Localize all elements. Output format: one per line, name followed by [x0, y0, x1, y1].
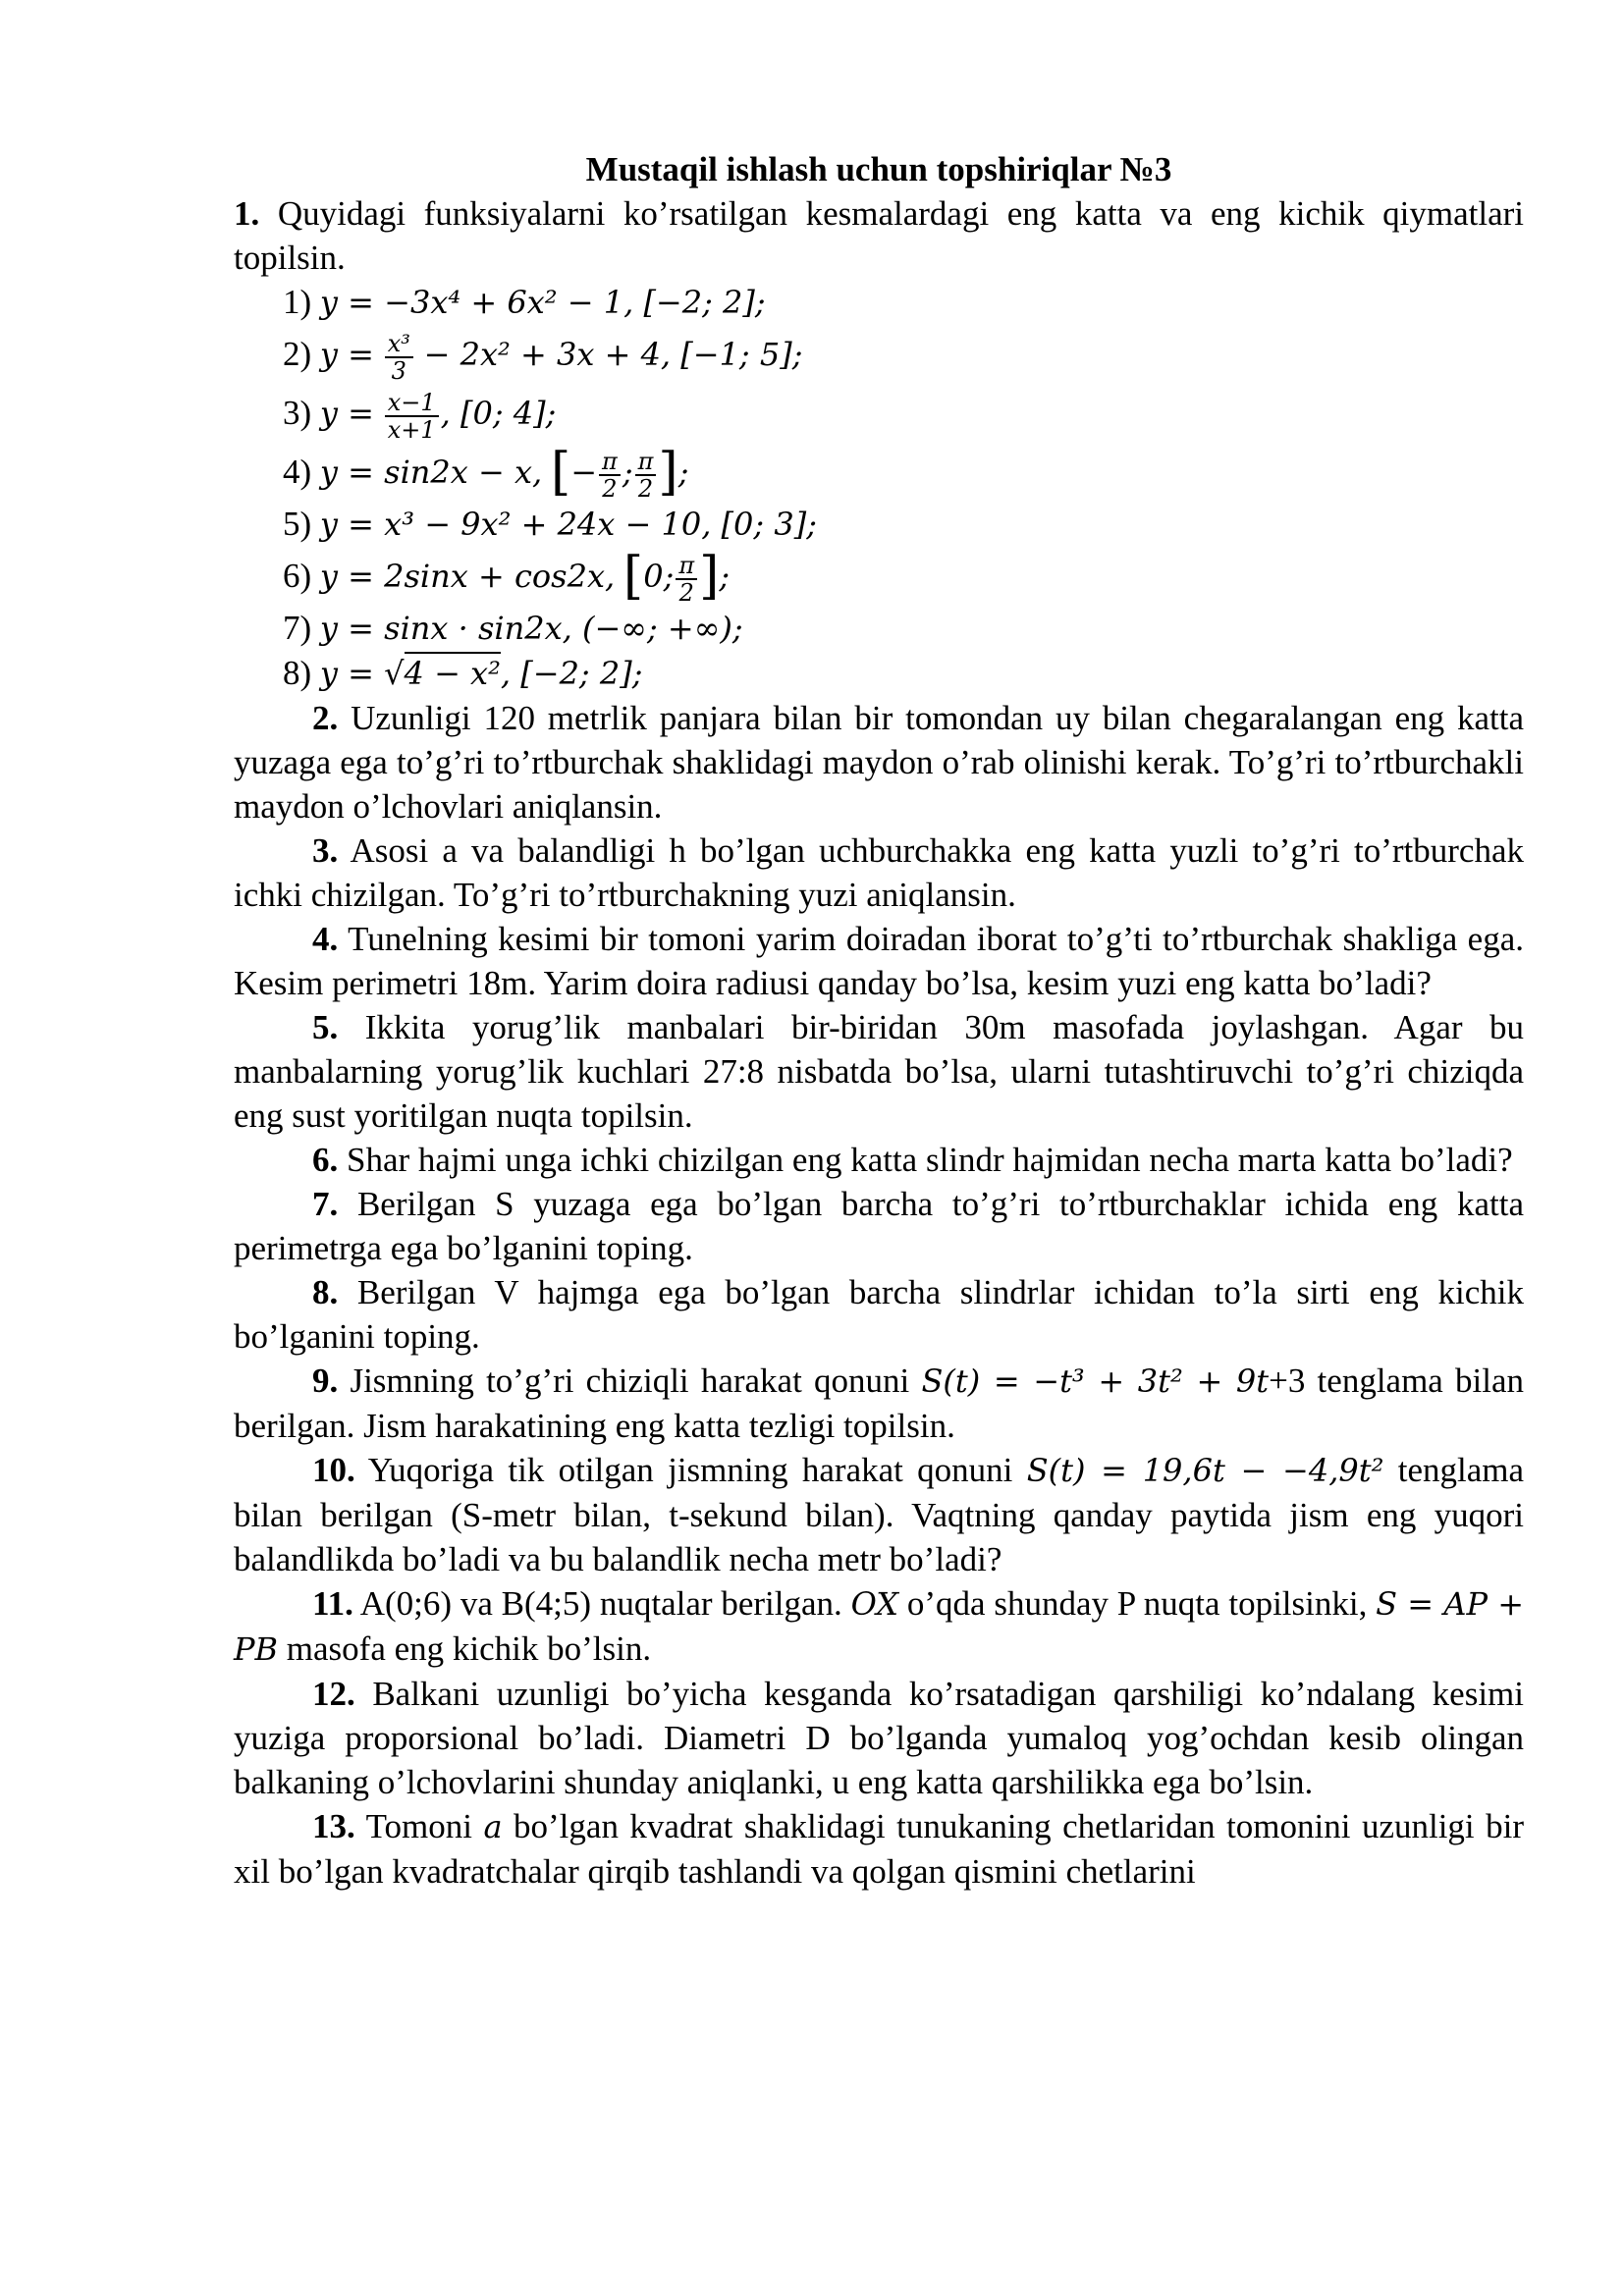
task-number: 9. — [312, 1362, 339, 1400]
fraction — [385, 390, 439, 443]
task-text: Balkani uzunligi bo’yicha kesganda ko’rsatadigan qarshiligi ko’ndalang kesimi yuziga proporsional bo’ladi. Diametri D bo’lganda yumaloq yog’ochdan kesib olingan balkaning o’lchovlarini shunday aniqlanki, u eng katta qarshilikka ega bo’lsin. — [234, 1675, 1525, 1801]
formula-item-2 — [234, 325, 1524, 384]
task-number: 5. — [312, 1008, 339, 1046]
item-label: 6) — [283, 557, 312, 595]
task-text: o’qda shunday P nuqta topilsinki, — [906, 1584, 1368, 1623]
formula: y = sinx · sin2x, (−∞; +∞); — [319, 610, 743, 647]
right-bracket: ] — [658, 443, 678, 502]
fraction-denominator: 2 — [678, 578, 694, 607]
formula-lhs: y = — [319, 395, 374, 432]
formula-item-5 — [234, 502, 1524, 547]
fraction — [385, 331, 413, 384]
task-4 — [234, 917, 1524, 1005]
fraction-numerator: π — [676, 553, 697, 580]
formula-item-6: 6) y = 2sinx + cos2x, [0; $\frac{\pi}{2}$ ]; — [283, 547, 731, 607]
formula-item-7 — [234, 606, 1524, 651]
task-text: Yuqoriga tik otilgan jismning harakat qonuni — [367, 1451, 1013, 1489]
formula-rest: , [0; 4]; — [440, 395, 557, 432]
item-label: 5) — [283, 505, 312, 543]
task-text: tenglama bilan berilgan (S-metr bilan, t-sekund bilan). Vaqtning qanday paytida jism eng yuqori balandlikda bo’ladi va bu balandlik necha metr bo’ladi? — [234, 1451, 1525, 1578]
fraction — [676, 553, 697, 606]
task-text: bo’lgan kvadrat shaklidagi tunukaning chetlaridan tomonini uzunligi bir xil bo’lgan kvadratchalar qirqib tashlandi va qolgan qismini chetlarini — [234, 1807, 1525, 1891]
fraction — [599, 449, 621, 502]
formula-rest: − 2x² + 3x + 4, [−1; 5]; — [423, 336, 803, 373]
task-number: 8. — [312, 1273, 339, 1311]
fraction-numerator: π — [635, 449, 657, 476]
item-label: 7) — [283, 609, 312, 647]
task-10 — [234, 1448, 1524, 1581]
task-number: 4. — [312, 920, 339, 958]
item-label: 2) — [283, 335, 312, 373]
document-page — [234, 147, 1524, 1894]
task-1 — [234, 191, 1524, 280]
task-number: 12. — [312, 1675, 355, 1713]
task-number: 7. — [312, 1185, 339, 1223]
task-text: Tomoni — [365, 1807, 472, 1845]
formula-item-3 — [234, 384, 1524, 443]
formula: S(t) = 19,6t − −4,9t² — [1026, 1452, 1384, 1489]
item-label: 3) — [283, 394, 312, 432]
task-3 — [234, 828, 1524, 917]
task-number: 3. — [312, 831, 339, 870]
formula-item-1 — [234, 280, 1524, 325]
task-text: +3 tenglama bilan berilgan. Jism harakatining eng katta tezligi topilsin. — [234, 1362, 1525, 1445]
formula: S(t) = −t³ + 3t² + 9t — [921, 1362, 1270, 1400]
task-13 — [234, 1804, 1524, 1894]
formula: S = AP + PB — [234, 1585, 1525, 1668]
fraction-numerator: x−1 — [385, 390, 439, 417]
page-title: Mustaqil ishlash uchun topshiriqlar №3 — [585, 150, 1172, 188]
task-number: 11. — [312, 1584, 353, 1623]
left-bracket: [ — [623, 547, 644, 606]
task-number: 1. — [234, 194, 260, 233]
task-5 — [234, 1005, 1524, 1138]
radicand: 4 − x² — [405, 652, 501, 692]
interval-start: 0; — [643, 558, 675, 595]
task-number: 10. — [312, 1451, 355, 1489]
task-text: Jismning to’g’ri chiziqli harakat qonuni — [350, 1362, 910, 1400]
task-text: Tunelning kesimi bir tomoni yarim doiradan iborat to’g’ti to’rtburchak shakliga ega. Kesim perimetri 18m. Yarim doira radiusi qanday bo’lsa, kesim yuzi eng katta bo’ladi? — [234, 920, 1524, 1002]
task-number: 6. — [312, 1141, 339, 1179]
item-label: 1) — [283, 283, 312, 321]
task-text: Berilgan S yuzaga ega bo’lgan barcha to’g’ri to’rtburchaklar ichida eng katta perimetrga ega bo’lganini toping. — [234, 1185, 1524, 1267]
formula-lhs: y = √ — [319, 655, 405, 692]
task-9 — [234, 1359, 1524, 1448]
task-text: Shar hajmi unga ichki chizilgan eng katta slindr hajmidan necha marta katta bo’ladi? — [347, 1141, 1513, 1179]
task-number: 2. — [312, 699, 339, 737]
task-7 — [234, 1182, 1524, 1270]
task-text: Ikkita yorug’lik manbalari bir-biridan 30m masofada joylashgan. Agar bu manbalarning yorug’lik kuchlari 27:8 nisbatda bo’lsa, ularni tutashtiruvchi to’g’ri chiziqda eng sust yoritilgan nuqta topilsin. — [234, 1008, 1524, 1135]
fraction-denominator: 2 — [602, 474, 618, 503]
formula: y = −3x⁴ + 6x² − 1, [−2; 2]; — [319, 284, 766, 321]
task-text: A(0;6) va B(4;5) nuqtalar berilgan. — [359, 1584, 842, 1623]
item-label: 4) — [283, 453, 312, 491]
task-number: 13. — [312, 1807, 355, 1845]
fraction-denominator: x+1 — [387, 415, 436, 444]
formula-lhs: y = 2sinx + cos2x, — [319, 558, 616, 595]
task-text: masofa eng kichik bo’lsin. — [286, 1629, 652, 1668]
variable: a — [483, 1808, 503, 1845]
fraction-denominator: 3 — [391, 356, 406, 385]
task-text: Asosi a va balandligi h bo’lgan uchburchakka eng katta yuzli to’g’ri to’rtburchak ichki chizilgan. To’g’ri to’rtburchakning yuzi aniqlansin. — [234, 831, 1524, 914]
task-text: Quyidagi funksiyalarni ko’rsatilgan kesmalardagi eng katta va eng kichik qiymatlari topilsin. — [234, 194, 1524, 277]
right-bracket: ] — [699, 547, 720, 606]
formula-item-4: 4) y = sin2x − x, [− $\frac{\pi}{2}$ ; $\frac{\pi}{2}$ ]; — [283, 443, 689, 503]
left-bracket: [ — [550, 443, 571, 502]
task-text: Uzunligi 120 metrlik panjara bilan bir tomondan uy bilan chegaralangan eng katta yuzaga ega to’g’ri to’rtburchak shaklidagi maydon o’rab olinishi kerak. To’g’ri to’rtburchakli maydon o’lchovlari aniqlansin. — [234, 699, 1524, 826]
task-8 — [234, 1270, 1524, 1359]
formula-rest: , [−2; 2]; — [500, 655, 643, 692]
task-text: Berilgan V hajmga ega bo’lgan barcha slindrlar ichidan to’la sirti eng kichik bo’lganini toping. — [234, 1273, 1524, 1356]
task-2 — [234, 696, 1524, 828]
axis-label: OX — [850, 1585, 899, 1623]
fraction — [635, 449, 657, 502]
formula-lhs: y = — [319, 336, 374, 373]
formula-item-8 — [234, 651, 1524, 696]
fraction-denominator: 2 — [637, 474, 654, 503]
item-label: 8) — [283, 654, 312, 692]
fraction-numerator: π — [599, 449, 621, 476]
task-12 — [234, 1672, 1524, 1804]
task-11 — [234, 1581, 1524, 1672]
formula-lhs: y = sin2x − x, — [319, 454, 543, 491]
fraction-numerator: x³ — [385, 331, 413, 358]
formula: y = x³ − 9x² + 24x − 10, [0; 3]; — [319, 506, 817, 543]
task-6 — [234, 1138, 1524, 1182]
